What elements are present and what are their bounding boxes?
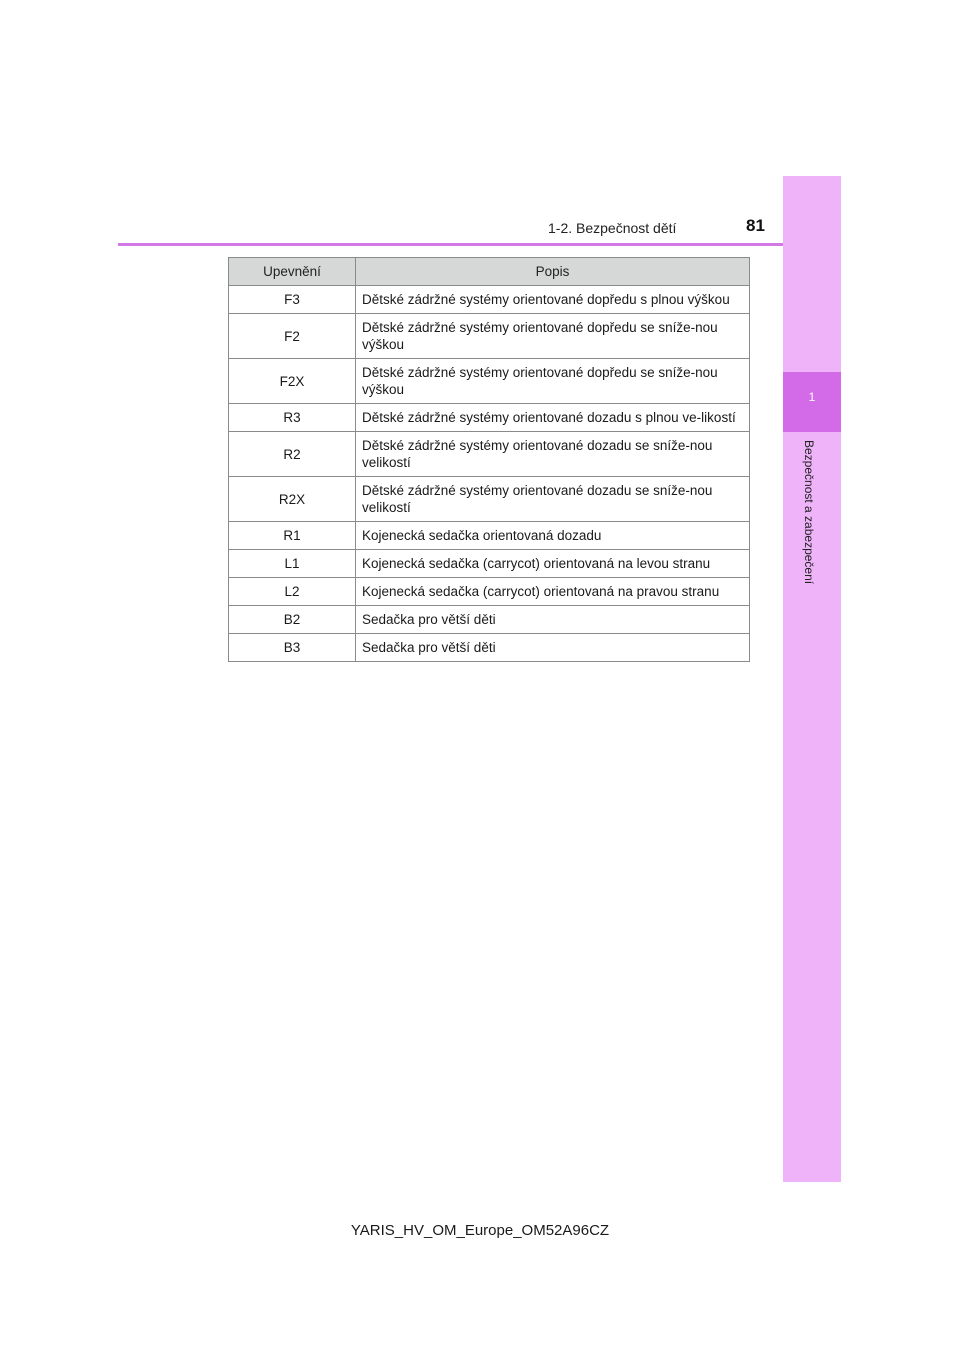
chapter-number: 1 (808, 390, 816, 404)
attachment-code: R2X (229, 477, 356, 522)
chapter-label: Bezpečnost a zabezpečení (802, 440, 816, 585)
document-code: YARIS_HV_OM_Europe_OM52A96CZ (350, 1222, 610, 1239)
attachment-description: Dětské zádržné systémy orientované dozadu se sníže-nou velikostí (356, 432, 750, 477)
table-row (229, 634, 750, 662)
attachment-description: Kojenecká sedačka orientovaná dozadu (356, 522, 750, 550)
attachment-description: Dětské zádržné systémy orientované dopředu s plnou výškou (356, 286, 750, 314)
chapter-side-tab (783, 176, 841, 1182)
table-row (229, 404, 750, 432)
table-row (229, 477, 750, 522)
table-row (229, 550, 750, 578)
attachment-description: Sedačka pro větší děti (356, 606, 750, 634)
attachment-code: L2 (229, 578, 356, 606)
table-row (229, 286, 750, 314)
table-header-row (229, 258, 750, 286)
table-row (229, 314, 750, 359)
attachment-description: Dětské zádržné systémy orientované dozadu s plnou ve-likostí (356, 404, 750, 432)
page-number: 81 (746, 216, 765, 235)
attachment-code: L1 (229, 550, 356, 578)
attachment-description: Kojenecká sedačka (carrycot) orientovaná na levou stranu (356, 550, 750, 578)
attachment-code: R2 (229, 432, 356, 477)
attachment-description: Dětské zádržné systémy orientované dozadu se sníže-nou velikostí (356, 477, 750, 522)
table-row (229, 578, 750, 606)
table-row (229, 522, 750, 550)
header-rule (118, 243, 841, 246)
table-row (229, 432, 750, 477)
column-header-description: Popis (356, 258, 750, 286)
anchorage-table (228, 257, 750, 662)
attachment-code: B3 (229, 634, 356, 662)
attachment-code: R1 (229, 522, 356, 550)
attachment-code: F2X (229, 359, 356, 404)
section-title: 1-2. Bezpečnost dětí (548, 220, 677, 236)
attachment-code: F3 (229, 286, 356, 314)
attachment-description: Kojenecká sedačka (carrycot) orientovaná na pravou stranu (356, 578, 750, 606)
column-header-attachment: Upevnění (229, 258, 356, 286)
attachment-code: F2 (229, 314, 356, 359)
attachment-code: R3 (229, 404, 356, 432)
attachment-description: Sedačka pro větší děti (356, 634, 750, 662)
attachment-description: Dětské zádržné systémy orientované dopředu se sníže-nou výškou (356, 359, 750, 404)
table-row (229, 359, 750, 404)
attachment-description: Dětské zádržné systémy orientované dopředu se sníže-nou výškou (356, 314, 750, 359)
attachment-code: B2 (229, 606, 356, 634)
table-row (229, 606, 750, 634)
